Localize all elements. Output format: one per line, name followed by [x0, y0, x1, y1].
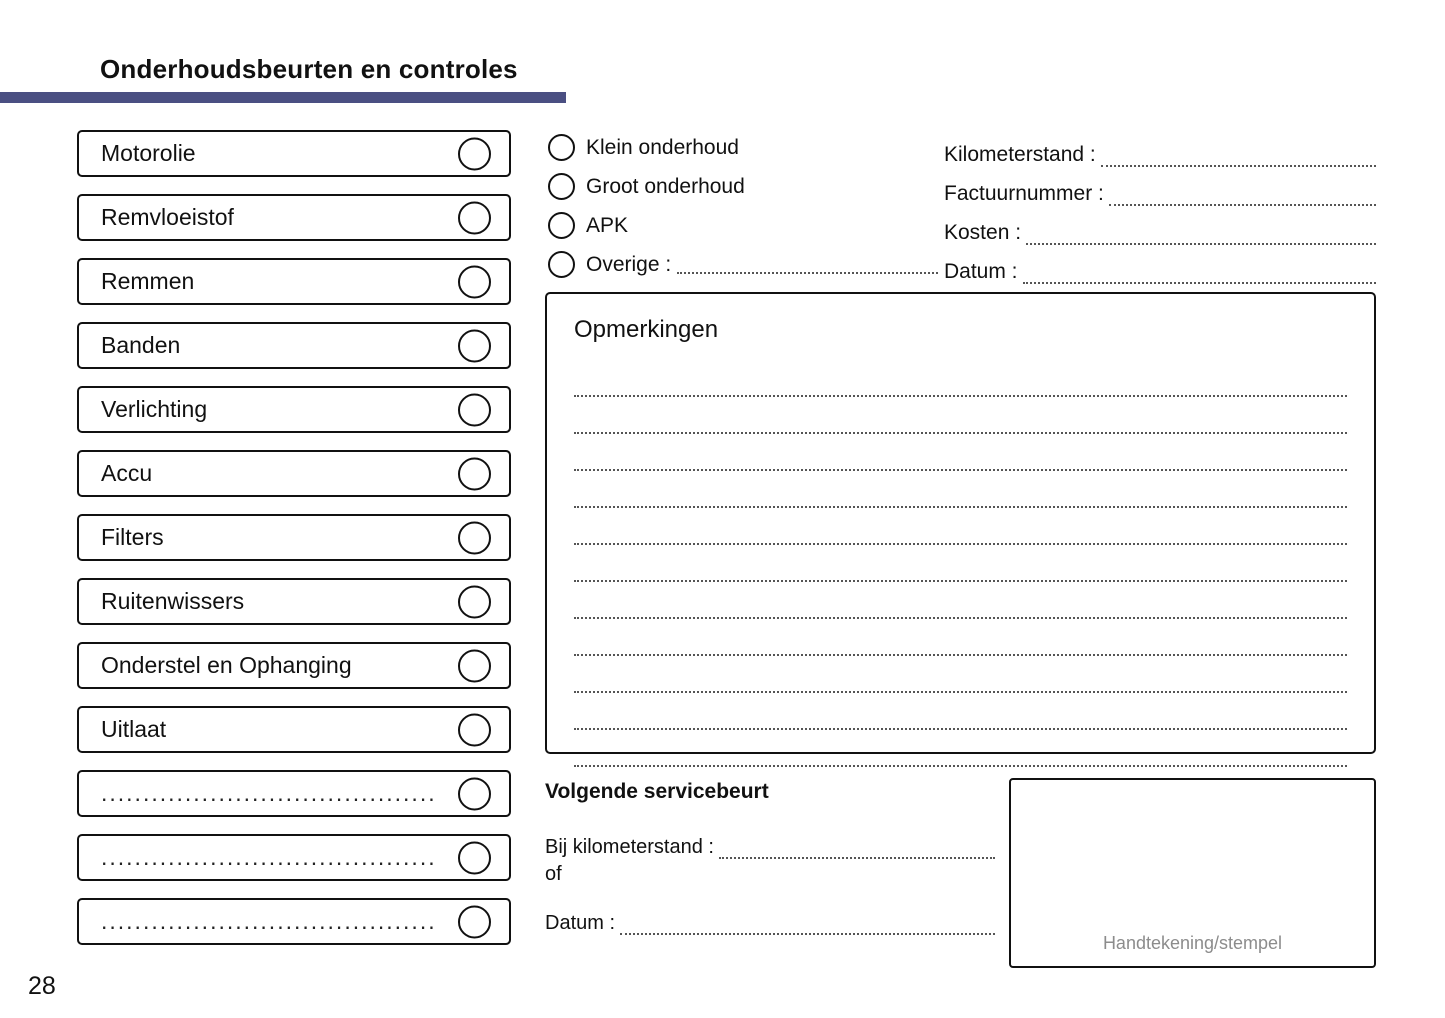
- remarks-line[interactable]: [574, 471, 1347, 508]
- remarks-box: [545, 292, 1376, 754]
- checklist-row[interactable]: [77, 898, 511, 945]
- checklist-checkbox-circle[interactable]: [458, 841, 491, 874]
- remarks-line[interactable]: [574, 656, 1347, 693]
- checklist-row[interactable]: [77, 834, 511, 881]
- checklist-item-label: Ruitenwissers: [101, 588, 245, 614]
- invoice-field-input[interactable]: [1023, 265, 1376, 284]
- invoice-field-row: [944, 167, 1376, 206]
- page-title: Onderhoudsbeurten en controles: [100, 54, 518, 84]
- service-type-label: APK: [586, 213, 629, 237]
- invoice-field-row: [944, 245, 1376, 284]
- service-type-row[interactable]: [548, 245, 938, 284]
- remarks-line[interactable]: [574, 397, 1347, 434]
- checklist-checkbox-circle[interactable]: [458, 521, 491, 554]
- title-underline-rule: [0, 92, 566, 103]
- checklist-row[interactable]: [77, 706, 511, 753]
- remarks-line[interactable]: [574, 619, 1347, 656]
- checklist-item-label: ........................................: [101, 780, 437, 806]
- remarks-title: Opmerkingen: [574, 316, 719, 343]
- service-type-radio[interactable]: [548, 134, 575, 161]
- invoice-field-input[interactable]: [1109, 187, 1376, 206]
- next-service-section: [545, 780, 995, 935]
- invoice-field-input[interactable]: [1026, 226, 1376, 245]
- checklist-item-label: ........................................: [101, 844, 437, 870]
- service-type-label: Overige :: [586, 252, 672, 276]
- invoice-field-label: Datum :: [944, 260, 1018, 283]
- invoice-fields: [944, 128, 1376, 284]
- remarks-lines: [547, 360, 1374, 767]
- checklist-item-label: Remvloeistof: [101, 204, 234, 230]
- checklist-item-label: Uitlaat: [101, 716, 167, 742]
- checklist-row[interactable]: [77, 770, 511, 817]
- next-service-mileage-row: [545, 821, 995, 859]
- service-type-row[interactable]: [548, 206, 938, 245]
- next-service-date-row: [545, 897, 995, 935]
- checklist-checkbox-circle[interactable]: [458, 201, 491, 234]
- checklist-item-label: Onderstel en Ophanging: [101, 652, 352, 678]
- service-type-row[interactable]: [548, 128, 938, 167]
- service-type-label: Klein onderhoud: [586, 135, 739, 159]
- invoice-field-row: [944, 128, 1376, 167]
- invoice-field-input[interactable]: [1101, 148, 1376, 167]
- checklist-row[interactable]: [77, 578, 511, 625]
- service-type-label: Groot onderhoud: [586, 174, 745, 198]
- checklist-checkbox-circle[interactable]: [458, 265, 491, 298]
- service-type-options: [548, 128, 938, 284]
- service-type-radio[interactable]: [548, 251, 575, 278]
- checklist-item-label: Motorolie: [101, 140, 196, 166]
- next-service-title: Volgende servicebeurt: [545, 780, 769, 803]
- checklist-item-label: Verlichting: [101, 396, 208, 422]
- checklist-row[interactable]: [77, 450, 511, 497]
- checklist-checkbox-circle[interactable]: [458, 777, 491, 810]
- checklist-item-label: Banden: [101, 332, 181, 358]
- checklist-checkbox-circle[interactable]: [458, 585, 491, 618]
- maintenance-checklist: [77, 130, 511, 962]
- next-service-mileage-label: Bij kilometerstand :: [545, 836, 714, 858]
- checklist-row[interactable]: [77, 514, 511, 561]
- checklist-item-label: Accu: [101, 460, 153, 486]
- service-type-row[interactable]: [548, 167, 938, 206]
- invoice-field-label: Kosten :: [944, 221, 1022, 244]
- remarks-line[interactable]: [574, 582, 1347, 619]
- checklist-row[interactable]: [77, 130, 511, 177]
- invoice-field-label: Factuurnummer :: [944, 182, 1104, 205]
- checklist-item-label: Filters: [101, 524, 164, 550]
- next-service-date-label: Datum :: [545, 912, 616, 934]
- remarks-line[interactable]: [574, 545, 1347, 582]
- checklist-row[interactable]: [77, 258, 511, 305]
- service-type-other-input[interactable]: [677, 256, 938, 274]
- signature-stamp-box[interactable]: [1009, 778, 1376, 968]
- remarks-line[interactable]: [574, 508, 1347, 545]
- remarks-line[interactable]: [574, 360, 1347, 397]
- invoice-field-row: [944, 206, 1376, 245]
- checklist-row[interactable]: [77, 194, 511, 241]
- next-service-date-input[interactable]: [620, 917, 995, 935]
- page-number: 28: [28, 972, 56, 1000]
- checklist-row[interactable]: [77, 642, 511, 689]
- remarks-line[interactable]: [574, 693, 1347, 730]
- next-service-mileage-input[interactable]: [719, 841, 995, 859]
- checklist-checkbox-circle[interactable]: [458, 649, 491, 682]
- checklist-checkbox-circle[interactable]: [458, 329, 491, 362]
- checklist-row[interactable]: [77, 386, 511, 433]
- checklist-item-label: ........................................: [101, 908, 437, 934]
- checklist-checkbox-circle[interactable]: [458, 393, 491, 426]
- checklist-checkbox-circle[interactable]: [458, 457, 491, 490]
- checklist-checkbox-circle[interactable]: [458, 713, 491, 746]
- remarks-line[interactable]: [574, 730, 1347, 767]
- checklist-checkbox-circle[interactable]: [458, 905, 491, 938]
- checklist-checkbox-circle[interactable]: [458, 137, 491, 170]
- service-type-radio[interactable]: [548, 173, 575, 200]
- next-service-or-label: of: [545, 863, 562, 885]
- signature-stamp-label: Handtekening/stempel: [1102, 933, 1283, 953]
- service-type-radio[interactable]: [548, 212, 575, 239]
- invoice-field-label: Kilometerstand :: [944, 143, 1096, 166]
- remarks-line[interactable]: [574, 434, 1347, 471]
- checklist-item-label: Remmen: [101, 268, 195, 294]
- checklist-row[interactable]: [77, 322, 511, 369]
